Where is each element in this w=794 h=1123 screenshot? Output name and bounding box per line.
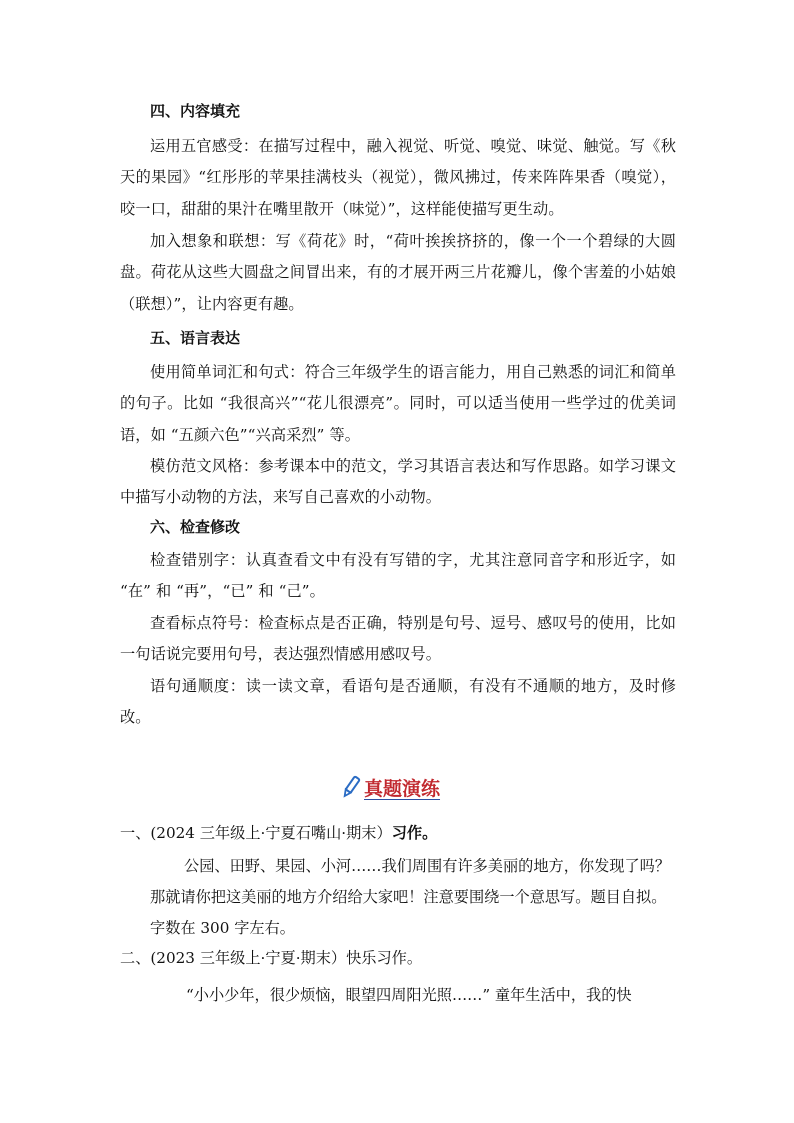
question-2-body: “小小少年，很少烦恼，眼望四周阳光照……” 童年生活中，我的快 [186,986,632,1004]
question-2-heading: 二、(2023 三年级上·宁夏·期末）快乐习作。 [120,949,423,967]
question-1-body: 公园、田野、果园、小河……我们周围有许多美丽的地方，你发现了吗？那就请你把这美丽的地方介绍给大家吧！注意要围绕一个意思写。题目自拟。字数在 300 字左右。 [150,857,670,937]
question-1-source: 一、(2024 三年级上·宁夏石嘴山·期末） [120,824,392,842]
question-1-heading [120,822,437,844]
section-heading-check-revise: 六、检查修改 [150,518,241,536]
question-1-type: 习作。 [391,824,438,842]
paragraph-check-punctuation: 查看标点符号：检查标点是否正确，特别是句号、逗号、感叹号的使用，比如一句话说完要用句号，表达强烈情感用感叹号。 [120,614,676,664]
practice-title-block [340,772,440,802]
paragraph-imitate-model: 模仿范文风格：参考课本中的范文，学习其语言表达和写作思路。如学习课文中描写小动物的方法，来写自己喜欢的小动物。 [120,457,676,507]
section-heading-language-expression: 五、语言表达 [150,329,241,347]
section-heading-content-filling: 四、内容填充 [150,102,241,120]
pencil-icon [340,775,362,799]
paragraph-sentence-fluency: 语句通顺度：读一读文章，看语句是否通顺，有没有不通顺的地方，及时修改。 [120,677,676,727]
paragraph-five-senses: 运用五官感受：在描写过程中，融入视觉、听觉、嗅觉、味觉、触觉。写《秋天的果园》“红彤彤的苹果挂满枝头（视觉），微风拂过，传来阵阵果香（嗅觉），咬一口，甜甜的果汁在嘴里散开（味觉）”，这样能使描写更生动。 [120,137,676,218]
paragraph-imagination: 加入想象和联想：写《荷花》时，“荷叶挨挨挤挤的，像一个一个碧绿的大圆盘。荷花从这些大圆盘之间冒出来，有的才展开两三片花瓣儿，像个害羞的小姑娘（联想）”，让内容更有趣。 [120,232,676,313]
paragraph-simple-words: 使用简单词汇和句式：符合三年级学生的语言能力，用自己熟悉的词汇和简单的句子。比如 “我很高兴”“花儿很漂亮”。同时，可以适当使用一些学过的优美词语，如 “五颜六色”“兴高采烈” 等。 [120,363,676,444]
practice-title: 真题演练 [364,777,441,800]
paragraph-check-typos: 检查错别字：认真查看文中有没有写错的字，尤其注意同音字和形近字，如 “在” 和 “再”，“已” 和 “己”。 [120,551,676,601]
